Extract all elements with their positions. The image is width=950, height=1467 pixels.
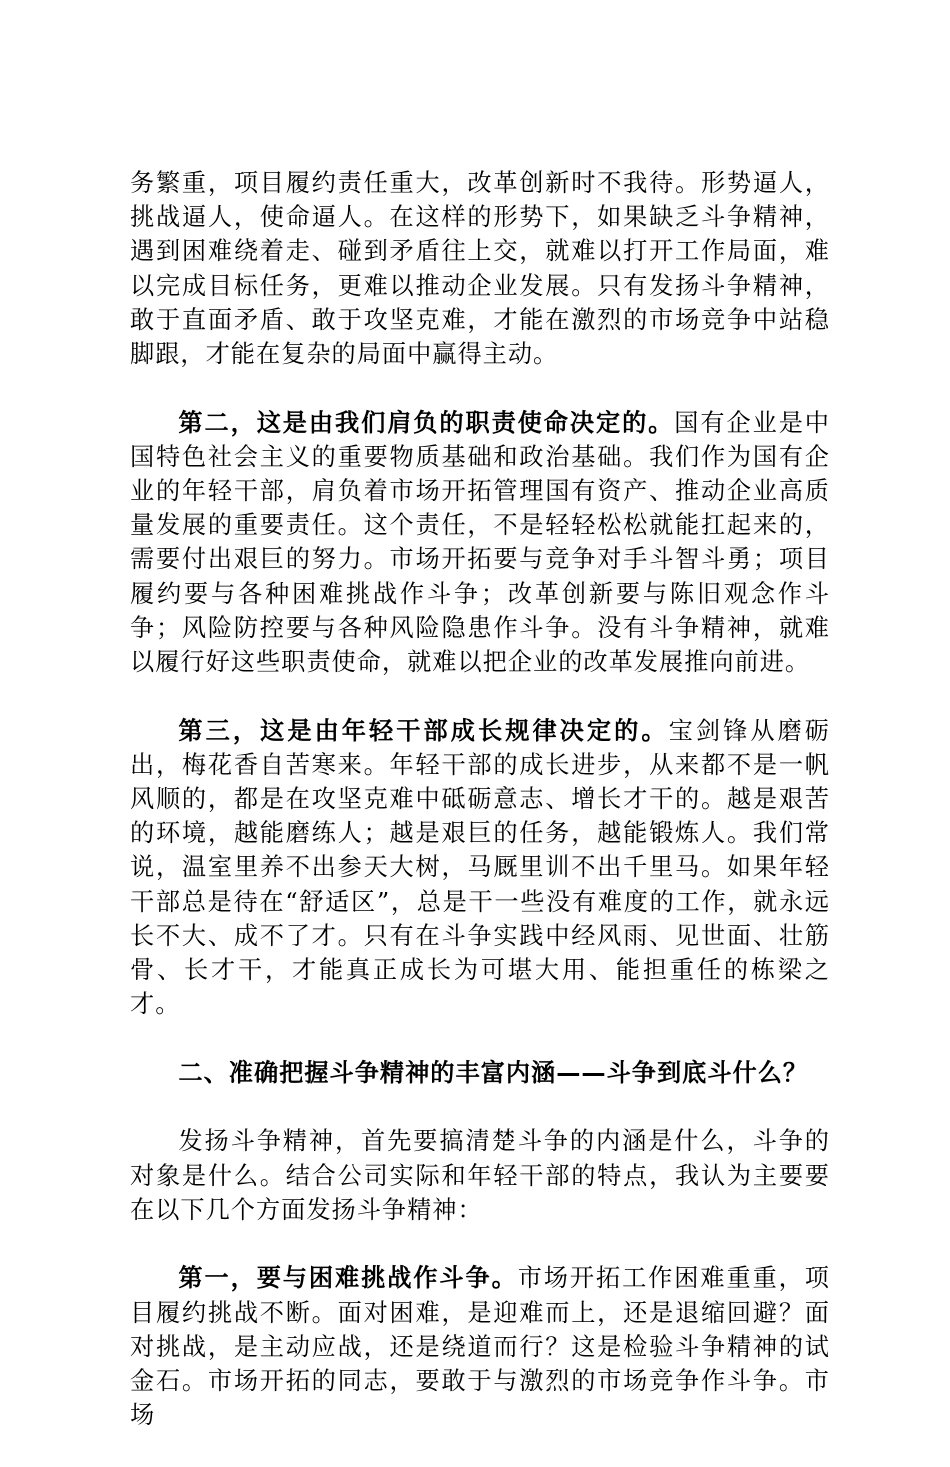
paragraph-text: 国有企业是中国特色社会主义的重要物质基础和政治基础。我们作为国有企业的年轻干部，肩负着市场开拓管理国有资产、推动企业高质量发展的重要责任。这个责任，不是轻轻松松就能扛起来的，需要付出艰巨的努力。市场开拓要与竞争对手斗智斗勇；项目履约要与各种困难挑战作斗争；改革创新要与陈旧观念作斗争；风险防控要与各种风险隐患作斗争。没有斗争精神，就难以履行好这些职责使命，就难以把企业的改革发展推向前进。	[130, 408, 830, 677]
section-heading: 二、准确把握斗争精神的丰富内涵——斗争到底斗什么？	[178, 1058, 809, 1087]
paragraph-text: 市场开拓工作困难重重，项目履约挑战不断。面对困难，是迎难而上，还是退缩回避？面对挑战，是主动应战，还是绕道而行？这是检验斗争精神的试金石。市场开拓的同志，要敢于与激烈的市场竞争作斗争。市场	[130, 1264, 830, 1430]
paragraph-first-point	[130, 1261, 830, 1432]
paragraph-text: 宝剑锋从磨砺出，梅花香自苦寒来。年轻干部的成长进步，从来都不是一帆风顺的，都是在攻坚克难中砥砺意志、增长才干的。越是艰苦的环境，越能磨练人；越是艰巨的任务，越能锻炼人。我们常说，温室里养不出参天大树，马厩里训不出千里马。如果年轻干部总是待在“舒适区”，总是干一些没有难度的工作，就永远长不大、成不了才。只有在斗争实践中经风雨、见世面、壮筋骨、长才干，才能真正成长为可堪大用、能担重任的栋梁之才。	[130, 716, 830, 1019]
paragraph-third-reason	[130, 714, 830, 1022]
paragraph-lead: 第一，要与困难挑战作斗争。	[178, 1264, 518, 1293]
paragraph-lead: 第三，这是由年轻干部成长规律决定的。	[178, 716, 669, 745]
paragraph-text: 发扬斗争精神，首先要搞清楚斗争的内涵是什么，斗争的对象是什么。结合公司实际和年轻干部的特点，我认为主要要在以下几个方面发扬斗争精神：	[130, 1127, 830, 1224]
document-page	[130, 166, 830, 1467]
paragraph-text: 务繁重，项目履约责任重大，改革创新时不我待。形势逼人，挑战逼人，使命逼人。在这样的形势下，如果缺乏斗争精神，遇到困难绕着走、碰到矛盾往上交，就难以打开工作局面，难以完成目标任务，更难以推动企业发展。只有发扬斗争精神，敢于直面矛盾、敢于攻坚克难，才能在激烈的市场竞争中站稳脚跟，才能在复杂的局面中赢得主动。	[130, 169, 830, 369]
paragraph-second-reason	[130, 406, 830, 680]
paragraph-continuation	[130, 166, 830, 371]
paragraph-lead: 第二，这是由我们肩负的职责使命决定的。	[178, 408, 675, 437]
paragraph-intro	[130, 1124, 830, 1227]
